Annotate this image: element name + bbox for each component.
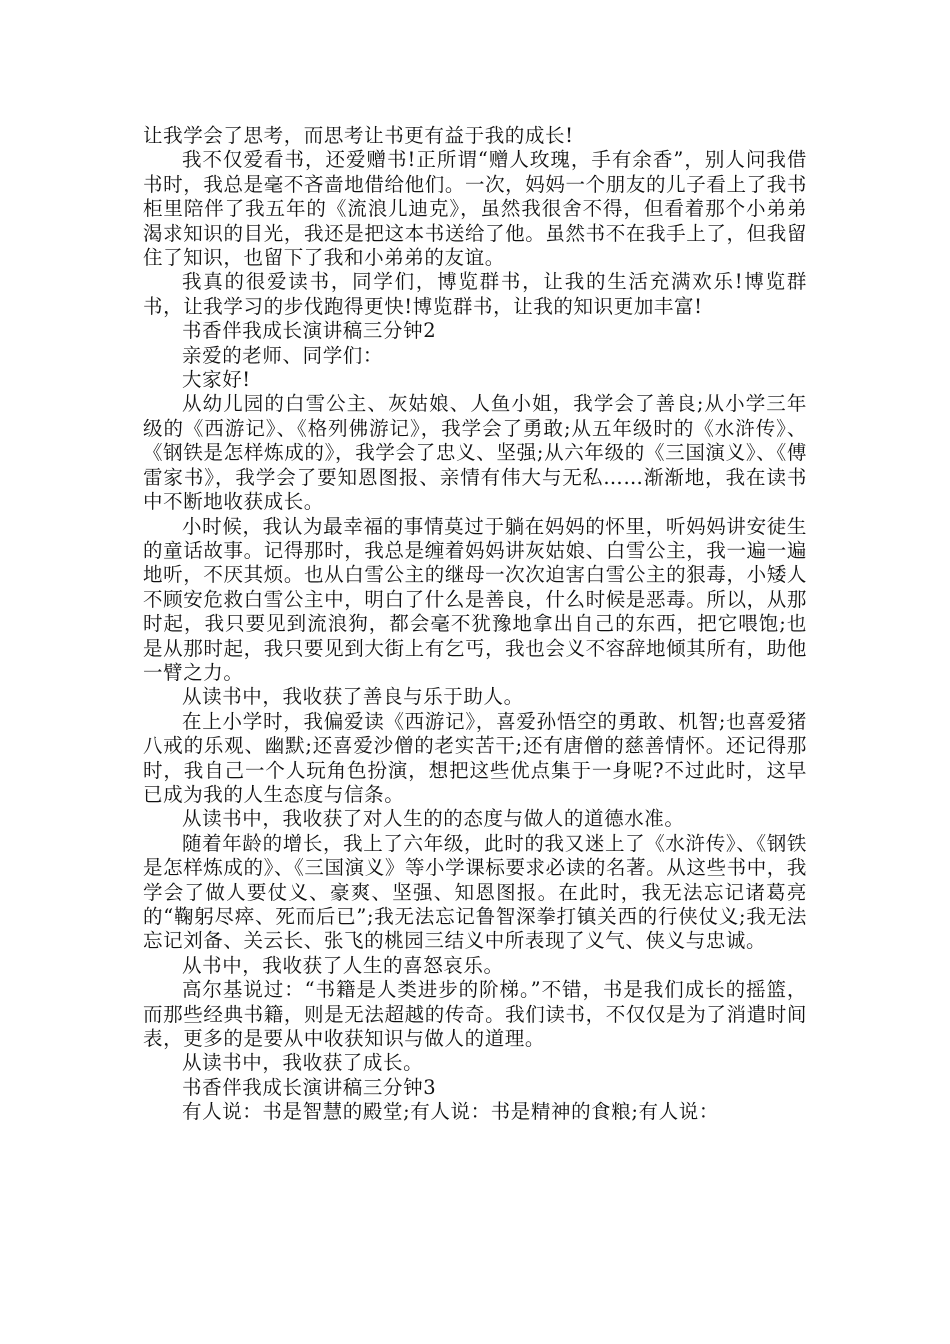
paragraph: 我不仅爱看书，还爱赠书!正所谓“赠人玫瑰，手有余香”，别人问我借书时，我总是毫不吝啬地借给他们。一次，妈妈一个朋友的儿子看上了我书柜里陪伴了我五年的《流浪儿迪克》，虽然我很舍不得，但看着那个小弟弟渴求知识的目光，我还是把这本书送给了他。虽然书不在我手上了，但我留住了知识，也留下了我和小弟弟的友谊。 xyxy=(143,148,807,270)
section-heading: 书香伴我成长演讲稿三分钟3 xyxy=(182,1075,437,1099)
paragraph: 随着年龄的增长，我上了六年级，此时的我又迷上了《水浒传》、《钢铁是怎样炼成的》、《三国演义》等小学课标要求必读的名著。从这些书中，我学会了做人要仗义、豪爽、坚强、知恩图报。在此时，我无法忘记诸葛亮的“鞠躬尽瘁、死而后已”;我无法忘记鲁智深拳打镇关西的行侠仗义;我无法忘记刘备、关云长、张飞的桃园三结义中所表现了义气、侠义与忠诚。 xyxy=(143,831,807,953)
salutation: 亲爱的老师、同学们： xyxy=(182,343,384,367)
greeting: 大家好! xyxy=(182,368,251,392)
paragraph: 从读书中，我收获了成长。 xyxy=(182,1051,424,1075)
paragraph: 有人说：书是智慧的殿堂;有人说：书是精神的食粮;有人说： xyxy=(182,1100,719,1124)
paragraph: 从幼儿园的白雪公主、灰姑娘、人鱼小姐，我学会了善良;从小学三年级的《西游记》、《格列佛游记》，我学会了勇敢;从五年级时的《水浒传》、《钢铁是怎样炼成的》，我学会了忠义、坚强;从六年级的《三国演义》、《傅雷家书》，我学会了要知恩图报、亲情有伟大与无私……渐渐地，我在读书中不断地收获成长。 xyxy=(143,392,807,514)
paragraph: 高尔基说过：“书籍是人类进步的阶梯。”不错，书是我们成长的摇篮，而那些经典书籍，则是无法超越的传奇。我们读书，不仅仅是为了消遣时间表，更多的是要从中收获知识与做人的道理。 xyxy=(143,978,807,1051)
body-text xyxy=(143,124,807,1125)
paragraph: 让我学会了思考，而思考让书更有益于我的成长! xyxy=(143,124,574,147)
paragraph: 我真的很爱读书，同学们，博览群书，让我的生活充满欢乐!博览群书，让我学习的步伐跑得更快!博览群书，让我的知识更加丰富! xyxy=(143,270,807,318)
paragraph: 从读书中，我收获了对人生的的态度与做人的道德水准。 xyxy=(182,807,685,831)
paragraph: 小时候，我认为最幸福的事情莫过于躺在妈妈的怀里，听妈妈讲安徒生的童话故事。记得那时，我总是缠着妈妈讲灰姑娘、白雪公主，我一遍一遍地听，不厌其烦。也从白雪公主的继母一次次迫害白雪公主的狠毒，小矮人不顾安危救白雪公主中，明白了什么是善良，什么时候是恶毒。所以，从那时起，我只要见到流浪狗，都会毫不犹豫地拿出自己的东西，把它喂饱;也是从那时起，我只要见到大街上有乞丐，我也会义不容辞地倾其所有，助他一臂之力。 xyxy=(143,514,807,684)
section-heading: 书香伴我成长演讲稿三分钟2 xyxy=(182,319,437,343)
paragraph: 在上小学时，我偏爱读《西游记》，喜爱孙悟空的勇敢、机智;也喜爱猪八戒的乐观、幽默;还喜爱沙僧的老实苦干;还有唐僧的慈善情怀。还记得那时，我自己一个人玩角色扮演，想把这些优点集于一身呢?不过此时，这早已成为我的人生态度与信条。 xyxy=(143,709,807,806)
paragraph: 从读书中，我收获了善良与乐于助人。 xyxy=(182,685,524,709)
paragraph: 从书中，我收获了人生的喜怒哀乐。 xyxy=(182,953,504,977)
